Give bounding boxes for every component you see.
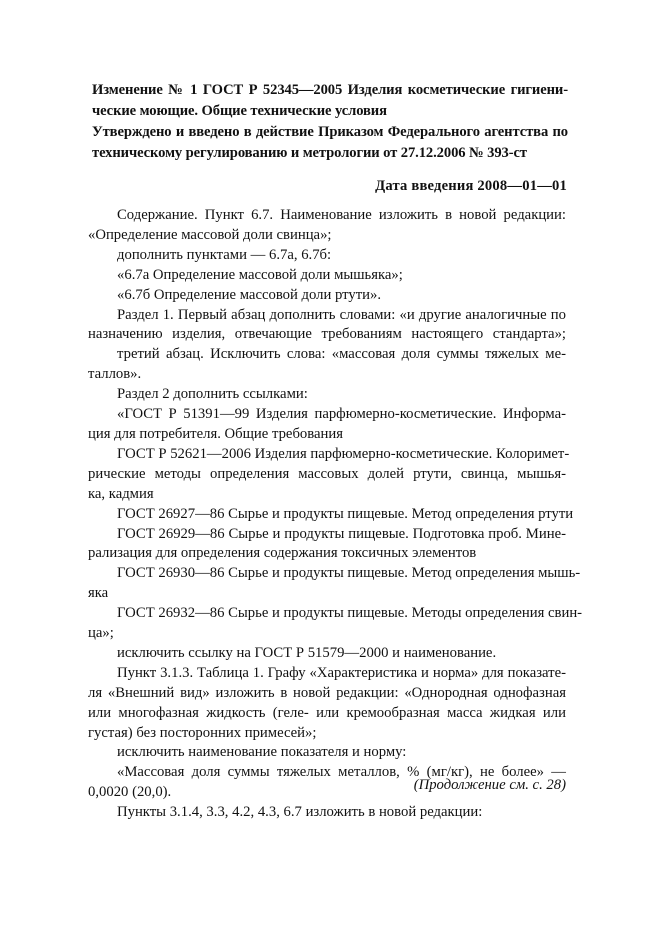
approval-line-2: техническому регулированию и метрологии от 27.12.2006 № 393-ст bbox=[92, 145, 527, 161]
continuation-note: (Продолжение см. с. 28) bbox=[413, 777, 566, 793]
body-line: исключить ссылку на ГОСТ Р 51579—2000 и наименование. bbox=[117, 644, 497, 661]
body-line: или многофазная жидкость (геле- или кремообразная масса жидкая или bbox=[88, 704, 566, 721]
amendment-title bbox=[92, 80, 568, 122]
body-line: рические методы определения массовых долей ртути, свинца, мышья- bbox=[88, 465, 566, 482]
body-line: третий абзац. Исключить слова: «массовая доля суммы тяжелых ме- bbox=[117, 346, 566, 363]
body-line: ГОСТ 26932—86 Сырье и продукты пищевые. Методы определения свин- bbox=[117, 605, 583, 622]
body-line: «6.7б Определение массовой доли ртути». bbox=[117, 286, 382, 303]
amendment-title-line-1: Изменение № 1 ГОСТ Р 52345—2005 Изделия косметические гигиени- bbox=[92, 82, 568, 98]
body-line: «Определение массовой доли свинца»; bbox=[88, 226, 332, 243]
body-line: исключить наименование показателя и норму: bbox=[117, 744, 407, 761]
body-line: таллов». bbox=[88, 366, 142, 383]
body-line: «Массовая доля суммы тяжелых металлов, % (мг/кг), не более» — bbox=[117, 764, 566, 781]
body-line: ГОСТ 26930—86 Сырье и продукты пищевые. Метод определения мышь- bbox=[117, 565, 581, 582]
body-line: густая) без посторонних примесей»; bbox=[88, 724, 317, 741]
body-line: «6.7а Определение массовой доли мышьяка»; bbox=[117, 266, 403, 283]
body-line: дополнить пунктами — 6.7а, 6.7б: bbox=[117, 246, 332, 263]
body-line: Раздел 2 дополнить ссылками: bbox=[117, 386, 308, 403]
body-line: ца»; bbox=[88, 625, 114, 642]
body-line: Пункты 3.1.4, 3.3, 4.2, 4.3, 6.7 изложить в новой редакции: bbox=[117, 804, 483, 821]
body-line: Содержание. Пункт 6.7. Наименование изложить в новой редакции: bbox=[117, 207, 566, 223]
body-line: «ГОСТ Р 51391—99 Изделия парфюмерно-косметические. Информа- bbox=[117, 406, 566, 423]
body-line: Раздел 1. Первый абзац дополнить словами: «и другие аналогичные по bbox=[117, 306, 566, 323]
body-line: ля «Внешний вид» изложить в новой редакции: «Однородная однофазная bbox=[88, 684, 566, 701]
body-line: ГОСТ 26929—86 Сырье и продукты пищевые. Подготовка проб. Мине- bbox=[117, 525, 566, 542]
body-line: ГОСТ 26927—86 Сырье и продукты пищевые. Метод определения ртути bbox=[117, 505, 574, 522]
introduction-date: Дата введения 2008—01—01 bbox=[375, 178, 567, 194]
body-line: ка, кадмия bbox=[88, 485, 154, 502]
amendment-title-line-2: ческие моющие. Общие технические условия bbox=[92, 103, 387, 119]
approval-line-1: Утверждено и введено в действие Приказом Федерального агентства по bbox=[92, 124, 568, 140]
body-line: ГОСТ Р 52621—2006 Изделия парфюмерно-косметические. Колоримет- bbox=[117, 445, 570, 462]
amendment-body bbox=[88, 206, 583, 823]
body-line: яка bbox=[88, 585, 109, 602]
body-line: Пункт 3.1.3. Таблица 1. Графу «Характеристика и норма» для показате- bbox=[117, 664, 566, 681]
body-line: рализация для определения содержания токсичных элементов bbox=[88, 545, 477, 562]
body-line: 0,0020 (20,0). bbox=[88, 784, 172, 801]
approval-statement bbox=[92, 122, 568, 164]
body-line: ция для потребителя. Общие требования bbox=[88, 425, 344, 442]
body-line: назначению изделия, отвечающие требованиям настоящего стандарта»; bbox=[88, 326, 566, 343]
